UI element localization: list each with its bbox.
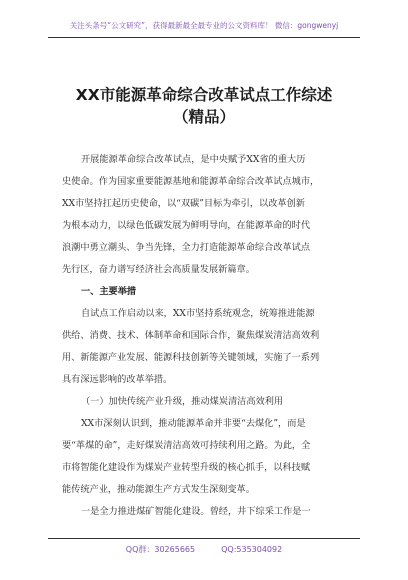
paragraph-line: 具有深远影响的改革举措。 (62, 374, 173, 385)
document-title: XX市能源革命综合改革试点工作综述 (75, 86, 333, 104)
header-note: 关注头条号“公文研究”，获得最新最全最专业的公文资料库！ 微信：gongwenyj (69, 21, 339, 30)
paragraph-line: 市将智能化建设作为煤炭产业转型升级的核心抓手，以科技赋 (62, 462, 311, 473)
paragraph-line: 用、新能源产业发展、能源科技创新等关键领域，实施了一系列 (62, 352, 320, 363)
footer-divider (48, 538, 360, 539)
footer-qq: QQ:535304092 (221, 545, 283, 554)
document-title-suffix: （精品） (172, 108, 235, 126)
paragraph-line: 先行区，奋力谱写经济社会高质量发展新篇章。 (62, 264, 255, 275)
paragraph-line: 开展能源革命综合改革试点，是中央赋予XX省的重大历 (81, 154, 306, 165)
paragraph-line: 能传统产业，推动能源生产方式发生深刻变革。 (62, 484, 255, 495)
paragraph-line: 自试点工作启动以来，XX市坚持系统观念，统筹推进能源 (81, 308, 315, 319)
document-body (62, 149, 348, 523)
footer-contact (0, 544, 408, 555)
paragraph-line: 浪潮中勇立潮头、争当先锋，全力打造能源革命综合改革试点 (62, 242, 311, 253)
paragraph-line: 史使命。作为国家重要能源基地和能源革命综合改革试点城市， (62, 176, 320, 187)
paragraph-line: （一）加快传统产业升级，推动煤炭清洁高效利用 (81, 396, 284, 407)
paragraph-line: 供给、消费、技术、体制革命和国际合作，聚焦煤炭清洁高效利 (62, 330, 320, 341)
header-divider (48, 37, 360, 38)
footer-qq-group: QQ群：30265665 (125, 545, 196, 554)
paragraph-line: XX市深刻认识到，推动能源革命并非要“去煤化”，而是 (81, 418, 306, 429)
paragraph-line: XX市坚持扛起历史使命，以“双碳”目标为牵引，以改革创新 (62, 198, 305, 209)
paragraph-line: 要“革煤的命”，走好煤炭清洁高效可持续利用之路。为此，全 (62, 440, 311, 451)
section-heading: 一、主要举措 (81, 286, 137, 297)
paragraph-line: 为根本动力，以绿色低碳发展为鲜明导向，在能源革命的时代 (62, 220, 311, 231)
paragraph-line: 一是全力推进煤矿智能化建设。曾经，井下综采工作是一 (81, 506, 311, 517)
